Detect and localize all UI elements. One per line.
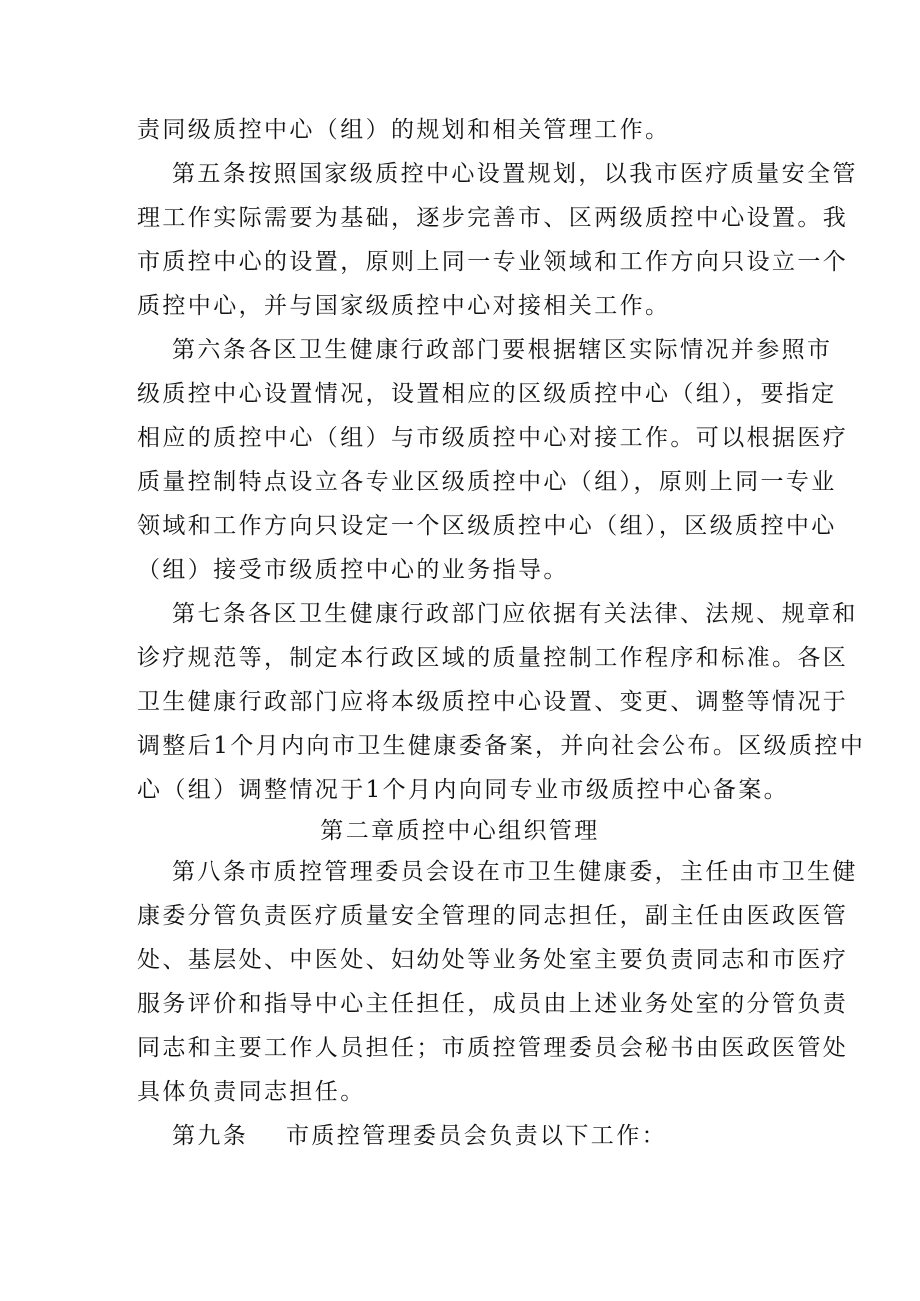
text-line: 相应的质控中心（组）与市级质控中心对接工作。可以根据医疗: [137, 425, 849, 451]
article-8-first-line: 第八条市质控管理委员会设在市卫生健康委，主任由市卫生健: [172, 859, 858, 885]
text-line: 处、基层处、中医处、妇幼处等业务处室主要负责同志和市医疗: [137, 947, 849, 973]
text-line: 康委分管负责医疗质量安全管理的同志担任，副主任由医政医管: [137, 903, 849, 929]
text-line: 级质控中心设置情况，设置相应的区级质控中心（组），要指定: [137, 381, 837, 407]
article-6-first-line: 第六条各区卫生健康行政部门要根据辖区实际情况并参照市: [172, 337, 833, 363]
text-line: 调整后1个月内向市卫生健康委备案，并向社会公布。区级质控中: [137, 733, 866, 759]
text-line: 理工作实际需要为基础，逐步完善市、区两级质控中心设置。我: [137, 205, 849, 231]
text-line: 同志和主要工作人员担任；市质控管理委员会秘书由医政医管处: [137, 1035, 849, 1061]
text-line: 服务评价和指导中心主任担任，成员由上述业务处室的分管负责: [137, 991, 849, 1017]
text-line: 市质控中心的设置，原则上同一专业领域和工作方向只设立一个: [137, 249, 849, 275]
text-line: （组）接受市级质控中心的业务指导。: [137, 557, 569, 583]
text-line: 心（组）调整情况于1个月内向同专业市级质控中心备案。: [137, 777, 790, 803]
text-line: 质量控制特点设立各专业区级质控中心（组），原则上同一专业: [137, 469, 837, 495]
article-7-first-line: 第七条各区卫生健康行政部门应依据有关法律、法规、规章和: [172, 601, 858, 627]
chapter-heading: 第二章质控中心组织管理: [320, 818, 600, 844]
text-line: 诊疗规范等，制定本行政区域的质量控制工作程序和标准。各区: [137, 645, 849, 671]
article-9-label: 第九条: [172, 1123, 249, 1149]
text-line: 质控中心，并与国家级质控中心对接相关工作。: [137, 293, 671, 319]
text-line: 具体负责同志担任。: [137, 1079, 366, 1105]
text-line: 领域和工作方向只设定一个区级质控中心（组），区级质控中心: [137, 513, 837, 539]
article-5-first-line: 第五条按照国家级质控中心设置规划，以我市医疗质量安全管: [172, 161, 858, 187]
text-line: 责同级质控中心（组）的规划和相关管理工作。: [137, 117, 671, 143]
text-line: 卫生健康行政部门应将本级质控中心设置、变更、调整等情况于: [137, 689, 849, 715]
article-9-text: 市质控管理委员会负责以下工作：: [286, 1123, 667, 1149]
